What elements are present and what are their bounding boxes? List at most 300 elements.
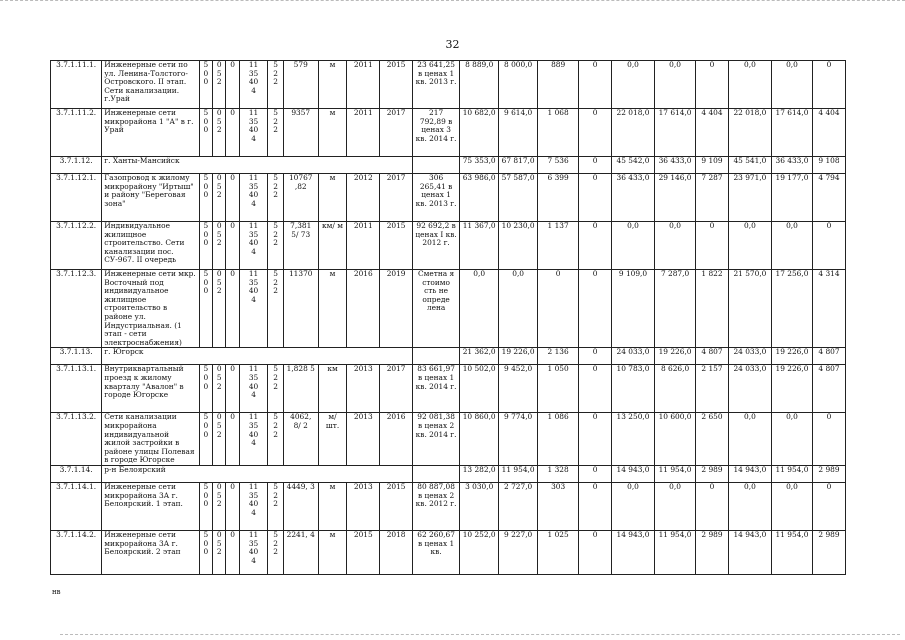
value-v5: 0,0 xyxy=(611,61,654,109)
code-col-4 xyxy=(239,413,268,466)
value-v5: 22 018,0 xyxy=(611,109,654,157)
group-name: г. Югорск xyxy=(102,348,413,365)
code-col-4-line: 40 xyxy=(248,381,259,391)
value-v3: 0 xyxy=(538,270,579,348)
code-col-3-line: 0 xyxy=(230,173,235,182)
item-code: 3.7.1.14.1. xyxy=(51,482,102,530)
group-name: г. Ханты-Мансийск xyxy=(102,157,413,174)
code-col-2-line: 5 xyxy=(216,229,222,239)
code-col-5-line: 2 xyxy=(273,181,278,191)
code-col-1-line: 0 xyxy=(203,372,209,382)
value-v4: 0 xyxy=(579,157,612,174)
code-col-5-line: 5 xyxy=(273,173,278,182)
code-col-5-line: 2 xyxy=(273,429,278,439)
value-v7: 0 xyxy=(696,482,729,530)
code-col-4-line: 40 xyxy=(248,125,259,135)
item-code: 3.7.1.12. xyxy=(51,157,102,174)
estimate-cost xyxy=(413,465,460,482)
item-code: 3.7.1.14.2. xyxy=(51,530,102,574)
code-col-2-line: 0 xyxy=(216,173,222,182)
value-v10: 9 108 xyxy=(813,157,846,174)
code-col-2-line: 0 xyxy=(216,412,222,422)
value-v1: 0,0 xyxy=(460,270,499,348)
code-col-3-line: 0 xyxy=(230,364,235,374)
code-col-1-line: 0 xyxy=(203,68,209,78)
value-v10: 4 404 xyxy=(813,109,846,157)
code-col-1-line: 0 xyxy=(203,420,209,430)
value-v1: 75 353,0 xyxy=(460,157,499,174)
code-col-4-line: 11 xyxy=(248,530,259,539)
code-col-2-line: 5 xyxy=(216,181,222,191)
code-col-3 xyxy=(226,174,239,222)
code-col-5 xyxy=(268,61,283,109)
code-col-5-line: 2 xyxy=(273,229,278,239)
value-v3: 1 086 xyxy=(538,413,579,466)
capacity: 2241, 4 xyxy=(283,530,318,574)
item-code: 3.7.1.13.1. xyxy=(51,365,102,413)
unit: км/ м xyxy=(318,222,347,270)
program-table-wrapper xyxy=(50,60,846,575)
code-col-4-line: 4 xyxy=(251,133,256,143)
value-v8: 0,0 xyxy=(728,482,771,530)
item-code: 3.7.1.13.2. xyxy=(51,413,102,466)
code-col-5 xyxy=(268,222,283,270)
start-year: 2011 xyxy=(347,222,380,270)
value-v6: 17 614,0 xyxy=(655,109,696,157)
code-col-1 xyxy=(199,174,212,222)
capacity: 1,828 5 xyxy=(283,365,318,413)
value-v3: 1 050 xyxy=(538,365,579,413)
code-col-2 xyxy=(213,222,226,270)
code-col-3-line: 0 xyxy=(230,221,235,230)
code-col-3 xyxy=(226,61,239,109)
code-col-2 xyxy=(213,482,226,530)
value-v8: 24 033,0 xyxy=(728,365,771,413)
value-v10: 0 xyxy=(813,222,846,270)
code-col-3 xyxy=(226,365,239,413)
value-v5: 0,0 xyxy=(611,482,654,530)
value-v3: 303 xyxy=(538,482,579,530)
start-year: 2012 xyxy=(347,174,380,222)
end-year: 2015 xyxy=(380,482,413,530)
code-col-3 xyxy=(226,413,239,466)
value-v7: 2 650 xyxy=(696,413,729,466)
code-col-2-line: 0 xyxy=(216,60,222,69)
value-v7: 2 989 xyxy=(696,465,729,482)
value-v9: 0,0 xyxy=(771,482,812,530)
code-col-4-line: 11 xyxy=(248,221,259,230)
code-col-1 xyxy=(199,109,212,157)
unit: м xyxy=(318,482,347,530)
code-col-5-line: 5 xyxy=(273,221,278,230)
code-col-2-line: 2 xyxy=(216,238,222,248)
value-v8: 22 018,0 xyxy=(728,109,771,157)
value-v2: 10 230,0 xyxy=(499,222,538,270)
end-year: 2015 xyxy=(380,61,413,109)
code-col-2-line: 5 xyxy=(216,420,222,430)
code-col-2 xyxy=(213,109,226,157)
value-v1: 10 860,0 xyxy=(460,413,499,466)
code-col-2 xyxy=(213,270,226,348)
value-v4: 0 xyxy=(579,222,612,270)
code-col-1 xyxy=(199,482,212,530)
value-v6: 0,0 xyxy=(655,61,696,109)
end-year: 2017 xyxy=(380,109,413,157)
code-col-5-line: 2 xyxy=(273,68,278,78)
value-v9: 19 177,0 xyxy=(771,174,812,222)
value-v10: 4 314 xyxy=(813,270,846,348)
value-v3: 1 137 xyxy=(538,222,579,270)
item-name: Инженерные сети микрорайона 1 "А" в г. Урай xyxy=(102,109,199,157)
value-v2: 9 452,0 xyxy=(499,365,538,413)
capacity: 10767 ,82 xyxy=(283,174,318,222)
value-v3: 1 068 xyxy=(538,109,579,157)
code-col-5 xyxy=(268,413,283,466)
scan-edge-bottom xyxy=(60,634,900,635)
code-col-4-line: 11 xyxy=(248,60,259,69)
code-col-5-line: 5 xyxy=(273,108,278,117)
code-col-5 xyxy=(268,482,283,530)
value-v7: 2 157 xyxy=(696,365,729,413)
code-col-4-line: 35 xyxy=(248,68,259,78)
table-row xyxy=(51,270,846,348)
code-col-3 xyxy=(226,109,239,157)
capacity: 4062, 8/ 2 xyxy=(283,413,318,466)
value-v6: 19 226,0 xyxy=(655,348,696,365)
value-v6: 36 433,0 xyxy=(655,157,696,174)
estimate-cost: 23 641,25 в ценах 1 кв. 2013 г. xyxy=(413,61,460,109)
value-v8: 24 033,0 xyxy=(728,348,771,365)
code-col-5 xyxy=(268,365,283,413)
value-v4: 0 xyxy=(579,365,612,413)
code-col-3-line: 0 xyxy=(230,108,235,117)
code-col-1-line: 0 xyxy=(203,181,209,191)
value-v5: 13 250,0 xyxy=(611,413,654,466)
value-v8: 45 541,0 xyxy=(728,157,771,174)
value-v2: 2 727,0 xyxy=(499,482,538,530)
code-col-1-line: 5 xyxy=(203,60,209,69)
value-v6: 8 626,0 xyxy=(655,365,696,413)
code-col-2-line: 2 xyxy=(216,77,222,87)
code-col-5 xyxy=(268,109,283,157)
estimate-cost: 62 260,67 в ценах 1 кв. xyxy=(413,530,460,574)
estimate-cost: 217 792,89 в ценах 3 кв. 2014 г. xyxy=(413,109,460,157)
value-v1: 63 986,0 xyxy=(460,174,499,222)
code-col-4-line: 4 xyxy=(251,390,256,400)
value-v4: 0 xyxy=(579,465,612,482)
code-col-5-line: 2 xyxy=(273,238,278,248)
code-col-3 xyxy=(226,270,239,348)
value-v9: 19 226,0 xyxy=(771,365,812,413)
value-v2: 57 587,0 xyxy=(499,174,538,222)
value-v6: 7 287,0 xyxy=(655,270,696,348)
code-col-1 xyxy=(199,365,212,413)
value-v9: 0,0 xyxy=(771,61,812,109)
value-v7: 4 404 xyxy=(696,109,729,157)
table-row-group xyxy=(51,465,846,482)
value-v2: 0,0 xyxy=(499,270,538,348)
code-col-1-line: 0 xyxy=(203,547,209,557)
value-v5: 0,0 xyxy=(611,222,654,270)
code-col-4-line: 35 xyxy=(248,116,259,126)
table-row xyxy=(51,482,846,530)
code-col-2 xyxy=(213,413,226,466)
value-v7: 0 xyxy=(696,222,729,270)
code-col-2 xyxy=(213,61,226,109)
value-v5: 24 033,0 xyxy=(611,348,654,365)
start-year: 2013 xyxy=(347,413,380,466)
value-v9: 0,0 xyxy=(771,413,812,466)
code-col-5-line: 5 xyxy=(273,364,278,374)
scan-edge-top xyxy=(0,0,905,4)
start-year: 2013 xyxy=(347,482,380,530)
code-col-5-line: 2 xyxy=(273,286,278,296)
code-col-4-line: 35 xyxy=(248,229,259,239)
value-v10: 0 xyxy=(813,61,846,109)
code-col-1-line: 0 xyxy=(203,190,209,200)
code-col-1 xyxy=(199,222,212,270)
value-v3: 2 136 xyxy=(538,348,579,365)
unit: м/ шт. xyxy=(318,413,347,466)
value-v6: 0,0 xyxy=(655,482,696,530)
value-v1: 13 282,0 xyxy=(460,465,499,482)
end-year: 2016 xyxy=(380,413,413,466)
code-col-2-line: 2 xyxy=(216,429,222,439)
value-v6: 11 954,0 xyxy=(655,465,696,482)
code-col-5-line: 2 xyxy=(273,277,278,287)
code-col-4-line: 11 xyxy=(248,108,259,117)
code-col-1-line: 5 xyxy=(203,221,209,230)
table-row xyxy=(51,174,846,222)
end-year: 2017 xyxy=(380,174,413,222)
code-col-1-line: 0 xyxy=(203,538,209,548)
unit: м xyxy=(318,270,347,348)
capacity: 579 xyxy=(283,61,318,109)
capacity: 11370 xyxy=(283,270,318,348)
value-v9: 17 256,0 xyxy=(771,270,812,348)
code-col-2-line: 2 xyxy=(216,547,222,557)
code-col-4-line: 35 xyxy=(248,420,259,430)
value-v4: 0 xyxy=(579,61,612,109)
capacity: 9357 xyxy=(283,109,318,157)
item-name: Сети канализации микрорайона индивидуальной жилой застройки в районе улицы Полевая в городе Югорске xyxy=(102,413,199,466)
value-v1: 10 502,0 xyxy=(460,365,499,413)
item-name: Инженерные сети микрорайона 3А г. Белоярский. 1 этап. xyxy=(102,482,199,530)
code-col-5-line: 2 xyxy=(273,547,278,557)
code-col-4-line: 35 xyxy=(248,538,259,548)
table-body xyxy=(51,61,846,575)
start-year: 2015 xyxy=(347,530,380,574)
value-v8: 0,0 xyxy=(728,222,771,270)
code-col-4-line: 35 xyxy=(248,181,259,191)
value-v2: 9 774,0 xyxy=(499,413,538,466)
item-code: 3.7.1.12.1. xyxy=(51,174,102,222)
code-col-3-line: 0 xyxy=(230,269,235,278)
code-col-2-line: 0 xyxy=(216,364,222,374)
end-year: 2015 xyxy=(380,222,413,270)
code-col-4-line: 35 xyxy=(248,277,259,287)
code-col-2-line: 5 xyxy=(216,116,222,126)
code-col-4 xyxy=(239,270,268,348)
item-name: Инженерные сети микрорайона 3А г. Белоярский. 2 этап xyxy=(102,530,199,574)
value-v7: 0 xyxy=(696,61,729,109)
unit: м xyxy=(318,61,347,109)
table-row xyxy=(51,413,846,466)
value-v3: 6 399 xyxy=(538,174,579,222)
value-v5: 14 943,0 xyxy=(611,465,654,482)
code-col-4-line: 4 xyxy=(251,507,256,517)
code-col-1-line: 0 xyxy=(203,125,209,135)
estimate-cost: 92 692,2 в ценах I кв. 2012 г. xyxy=(413,222,460,270)
value-v9: 0,0 xyxy=(771,222,812,270)
code-col-3-line: 0 xyxy=(230,412,235,422)
code-col-4-line: 40 xyxy=(248,286,259,296)
value-v4: 0 xyxy=(579,413,612,466)
item-name: Инженерные сети мкр. Восточный под индивидуальное жилищное строительство в районе ул. Индустриальная. (1 этап - сети электроснабжения) xyxy=(102,270,199,348)
value-v8: 23 971,0 xyxy=(728,174,771,222)
code-col-4-line: 11 xyxy=(248,482,259,491)
value-v5: 14 943,0 xyxy=(611,530,654,574)
value-v2: 67 817,0 xyxy=(499,157,538,174)
value-v6: 10 600,0 xyxy=(655,413,696,466)
value-v1: 21 362,0 xyxy=(460,348,499,365)
estimate-cost: Сметна я стоимо сть не опреде лена xyxy=(413,270,460,348)
value-v7: 4 807 xyxy=(696,348,729,365)
code-col-4-line: 4 xyxy=(251,246,256,256)
code-col-1-line: 0 xyxy=(203,77,209,87)
code-col-4-line: 40 xyxy=(248,190,259,200)
unit: м xyxy=(318,530,347,574)
code-col-5 xyxy=(268,530,283,574)
value-v2: 11 954,0 xyxy=(499,465,538,482)
code-col-1-line: 0 xyxy=(203,277,209,287)
code-col-5-line: 2 xyxy=(273,490,278,500)
code-col-5-line: 5 xyxy=(273,412,278,422)
code-col-2-line: 5 xyxy=(216,68,222,78)
start-year: 2011 xyxy=(347,109,380,157)
table-row-group xyxy=(51,157,846,174)
value-v10: 2 989 xyxy=(813,530,846,574)
value-v8: 14 943,0 xyxy=(728,465,771,482)
value-v10: 4 794 xyxy=(813,174,846,222)
code-col-4-line: 11 xyxy=(248,364,259,374)
item-code: 3.7.1.13. xyxy=(51,348,102,365)
code-col-5-line: 5 xyxy=(273,482,278,491)
value-v7: 7 287 xyxy=(696,174,729,222)
value-v6: 29 146,0 xyxy=(655,174,696,222)
code-col-4-line: 4 xyxy=(251,438,256,448)
code-col-3-line: 0 xyxy=(230,60,235,69)
value-v4: 0 xyxy=(579,270,612,348)
code-col-1-line: 5 xyxy=(203,269,209,278)
code-col-3 xyxy=(226,530,239,574)
code-col-2 xyxy=(213,174,226,222)
code-col-4-line: 11 xyxy=(248,173,259,182)
code-col-4 xyxy=(239,109,268,157)
value-v9: 17 614,0 xyxy=(771,109,812,157)
code-col-1-line: 5 xyxy=(203,530,209,539)
value-v4: 0 xyxy=(579,109,612,157)
code-col-5-line: 2 xyxy=(273,190,278,200)
capacity: 4449, 3 xyxy=(283,482,318,530)
group-name: р-н Белоярский xyxy=(102,465,413,482)
table-row xyxy=(51,61,846,109)
value-v5: 45 542,0 xyxy=(611,157,654,174)
code-col-5-line: 5 xyxy=(273,60,278,69)
value-v10: 2 989 xyxy=(813,465,846,482)
value-v8: 0,0 xyxy=(728,413,771,466)
value-v10: 0 xyxy=(813,482,846,530)
code-col-1-line: 0 xyxy=(203,429,209,439)
code-col-4 xyxy=(239,61,268,109)
code-col-5 xyxy=(268,174,283,222)
code-col-1 xyxy=(199,61,212,109)
item-code: 3.7.1.14. xyxy=(51,465,102,482)
start-year: 2016 xyxy=(347,270,380,348)
code-col-4-line: 40 xyxy=(248,499,259,509)
code-col-5 xyxy=(268,270,283,348)
code-col-1-line: 5 xyxy=(203,482,209,491)
code-col-2 xyxy=(213,530,226,574)
value-v4: 0 xyxy=(579,174,612,222)
code-col-1-line: 5 xyxy=(203,173,209,182)
value-v8: 0,0 xyxy=(728,61,771,109)
value-v9: 11 954,0 xyxy=(771,465,812,482)
capacity: 7,381 5/ 73 xyxy=(283,222,318,270)
item-code: 3.7.1.11.1. xyxy=(51,61,102,109)
code-col-2-line: 2 xyxy=(216,381,222,391)
value-v9: 19 226,0 xyxy=(771,348,812,365)
code-col-2-line: 5 xyxy=(216,490,222,500)
code-col-5-line: 5 xyxy=(273,530,278,539)
value-v4: 0 xyxy=(579,482,612,530)
code-col-2-line: 5 xyxy=(216,538,222,548)
code-col-4-line: 40 xyxy=(248,238,259,248)
code-col-1-line: 0 xyxy=(203,116,209,126)
code-col-4-line: 4 xyxy=(251,85,256,95)
value-v1: 8 889,0 xyxy=(460,61,499,109)
code-col-2-line: 5 xyxy=(216,277,222,287)
unit: м xyxy=(318,109,347,157)
value-v3: 7 536 xyxy=(538,157,579,174)
code-col-5-line: 2 xyxy=(273,372,278,382)
table-row xyxy=(51,109,846,157)
page-number: 32 xyxy=(445,38,460,51)
value-v8: 21 570,0 xyxy=(728,270,771,348)
value-v1: 3 030,0 xyxy=(460,482,499,530)
code-col-3-line: 0 xyxy=(230,482,235,491)
start-year: 2011 xyxy=(347,61,380,109)
estimate-cost: 306 265,41 в ценах 1 кв. 2013 г. xyxy=(413,174,460,222)
code-col-2 xyxy=(213,365,226,413)
end-year: 2018 xyxy=(380,530,413,574)
code-col-1 xyxy=(199,270,212,348)
program-table xyxy=(50,60,846,575)
code-col-2-line: 0 xyxy=(216,108,222,117)
code-col-1 xyxy=(199,413,212,466)
code-col-5-line: 2 xyxy=(273,125,278,135)
footer-mark: нв xyxy=(52,588,61,596)
code-col-4-line: 35 xyxy=(248,490,259,500)
end-year: 2019 xyxy=(380,270,413,348)
code-col-2-line: 2 xyxy=(216,286,222,296)
code-col-1-line: 0 xyxy=(203,381,209,391)
value-v7: 9 109 xyxy=(696,157,729,174)
code-col-1-line: 0 xyxy=(203,229,209,239)
value-v4: 0 xyxy=(579,530,612,574)
code-col-4-line: 40 xyxy=(248,429,259,439)
code-col-2-line: 0 xyxy=(216,221,222,230)
